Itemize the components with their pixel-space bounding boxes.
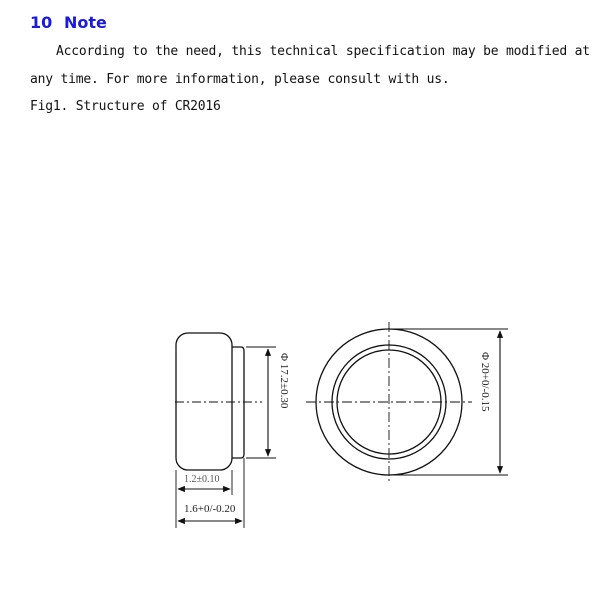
paragraph-line-1: According to the need, this technical specification may be modified at: [56, 44, 590, 59]
outer-diameter-dimension: [389, 329, 508, 475]
section-number: 10: [30, 13, 53, 32]
side-view: [175, 333, 262, 470]
front-view: [306, 322, 472, 483]
inner-diameter-label: Φ 17.2±0.30: [278, 353, 290, 409]
inner-thickness-label: 1.2±0.10: [184, 474, 220, 485]
inner-diameter-dimension: [246, 347, 290, 458]
thickness-dimensions: [176, 458, 244, 528]
total-thickness-label: 1.6+0/-0.20: [184, 503, 236, 515]
side-view-body: [176, 333, 232, 470]
section-title: Note: [64, 13, 107, 32]
paragraph-line-2: any time. For more information, please consult with us.: [30, 72, 450, 87]
side-view-cap: [232, 347, 244, 458]
figure-caption: Fig1. Structure of CR2016: [30, 99, 221, 114]
outer-diameter-label: Φ 20+0/-0.15: [479, 352, 491, 412]
